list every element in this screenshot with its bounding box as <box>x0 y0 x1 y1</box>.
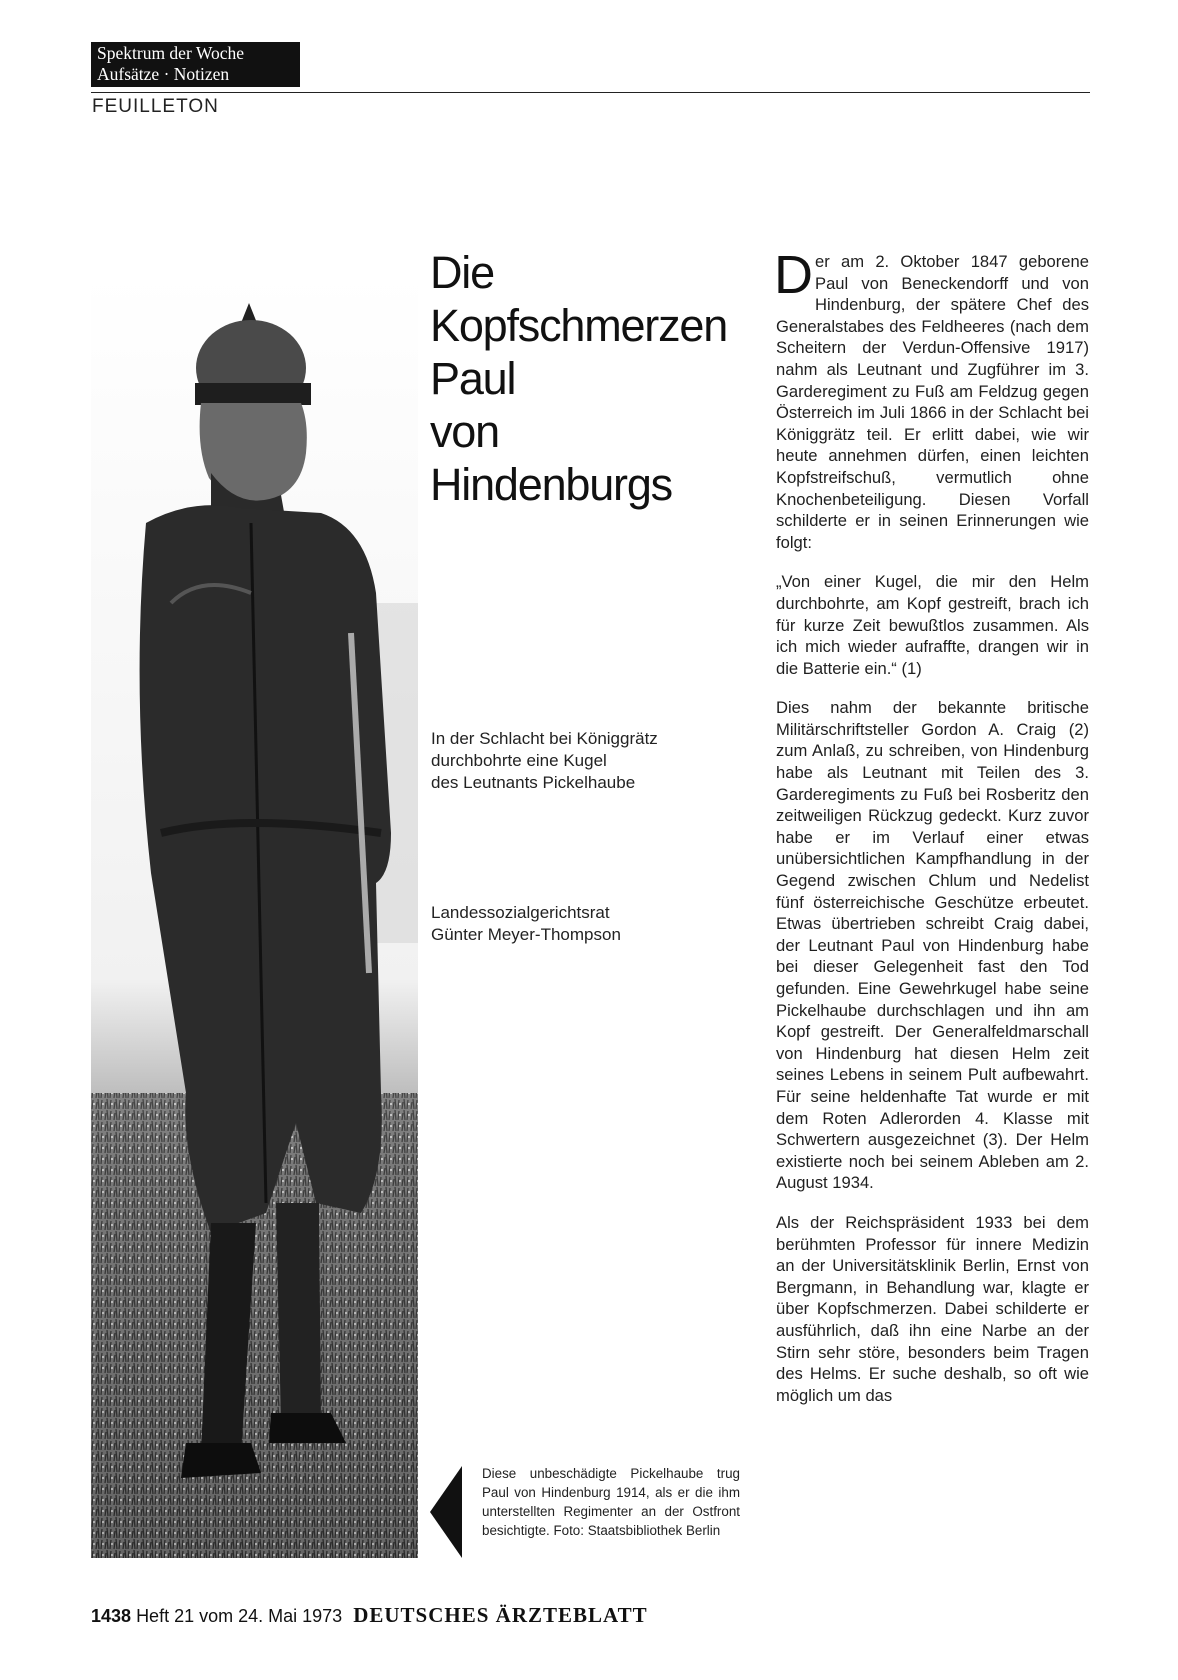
article-title <box>430 246 760 511</box>
body-paragraph: Dies nahm der bekannte britische Militärschriftsteller Gordon A. Craig (2) zum Anlaß, zu schreiben, von Hindenburg habe als Leutnant mit Teilen des 3. Garderegiments zu Fuß bei Rosberitz den zeitweiligen Rückzug gedeckt. Kurz zuvor habe er im Verlauf einer etwas unübersichtlichen Kampfhandlung in der Gegend zwischen Chlum und Nedelist fünf österreichische Geschütze erbeutet. Etwas übertrieben schreibt Craig dabei, der Leutnant Paul von Hindenburg habe bei dieser Gelegenheit fast den Tod gefunden. Eine Gewehrkugel habe seine Pickelhaube durchschlagen und ihn am Kopf gestreift. Der Generalfeldmarschall von Hindenburg hat diesen Helm zeit seines Lebens in seinem Pult aufbewahrt. Für seine heldenhafte Tat wurde er mit dem Roten Adlerorden 4. Klasse mit Schwertern ausgezeichnet (3). Der Helm existierte noch bei seinem Ableben am 2. August 1934. <box>776 698 1089 1193</box>
drop-cap: D <box>774 245 813 305</box>
teaser-line: durchbohrte eine Kugel <box>431 751 607 770</box>
article-author <box>431 902 731 946</box>
page-footer <box>91 1603 648 1628</box>
title-line: von <box>430 406 499 457</box>
section-label: FEUILLETON <box>92 96 219 117</box>
page-number: 1438 <box>91 1606 132 1626</box>
title-line: Paul <box>430 353 516 404</box>
photo-caption: Diese unbeschädigte Pickelhaube trug Paul von Hindenburg 1914, als er die ihm unterstellten Regimenter an der Ostfront besichtigte. Foto: Staatsbibliothek Berlin <box>482 1466 740 1538</box>
teaser-line: In der Schlacht bei Königgrätz <box>431 729 658 748</box>
paragraph-text: er am 2. Oktober 1847 geborene Paul von Beneckendorff und von Hindenburg, der spätere Chef des Generalstabes des Feldheeres (nach dem Scheitern der Verdun-Offensive 1917) nahm als Leutnant und Zugführer im 3. Garderegiment zu Fuß am Feldzug gegen Österreich im Juli 1866 in der Schlacht bei Königgrätz teil. Er erlitt dabei, wie wir heute annehmen dürfen, einen leichten Kopfstreifschuß, vermutlich ohne Knochenbeteiligung. Diesen Vorfall schilderte er in seinen Erinnerungen wie folgt: <box>776 252 1089 552</box>
badge-line-2: Aufsätze · Notizen <box>97 64 230 84</box>
header-rule <box>91 92 1090 93</box>
issue-info: Heft 21 vom 24. Mai 1973 <box>136 1606 343 1626</box>
title-line: Die <box>430 247 494 298</box>
caption-arrow-icon <box>430 1466 462 1558</box>
magazine-name: DEUTSCHES ÄRZTEBLATT <box>353 1603 648 1627</box>
teaser-line: des Leutnants Pickelhaube <box>431 773 636 792</box>
author-title: Landessozialgerichtsrat <box>431 903 610 922</box>
body-paragraph <box>774 245 1089 553</box>
section-badge <box>91 42 300 87</box>
title-line: Kopfschmerzen <box>430 300 728 351</box>
body-paragraph: „Von einer Kugel, die mir den Helm durchbohrte, am Kopf gestreift, brach ich für kurze Zeit bewußtlos zusammen. Als ich mich wieder aufraffte, drangen wir in die Batterie ein.“ (1) <box>776 572 1089 678</box>
portrait-photo <box>91 273 418 1558</box>
body-paragraph: Als der Reichspräsident 1933 bei dem berühmten Professor für innere Medizin an der Universitätsklinik Berlin, Ernst von Bergmann, in Behandlung war, klagte er über Kopfschmerzen. Dabei schilderte er ausführlich, daß ihn eine Narbe an der Stirn sehr störe, besonders beim Tragen des Helms. Er suche deshalb, so oft wie möglich um das <box>776 1212 1089 1405</box>
badge-line-1: Spektrum der Woche <box>97 43 244 63</box>
author-name: Günter Meyer-Thompson <box>431 925 621 944</box>
article-teaser <box>431 728 731 794</box>
article-body <box>774 245 1089 1424</box>
title-line: Hindenburgs <box>430 459 672 510</box>
